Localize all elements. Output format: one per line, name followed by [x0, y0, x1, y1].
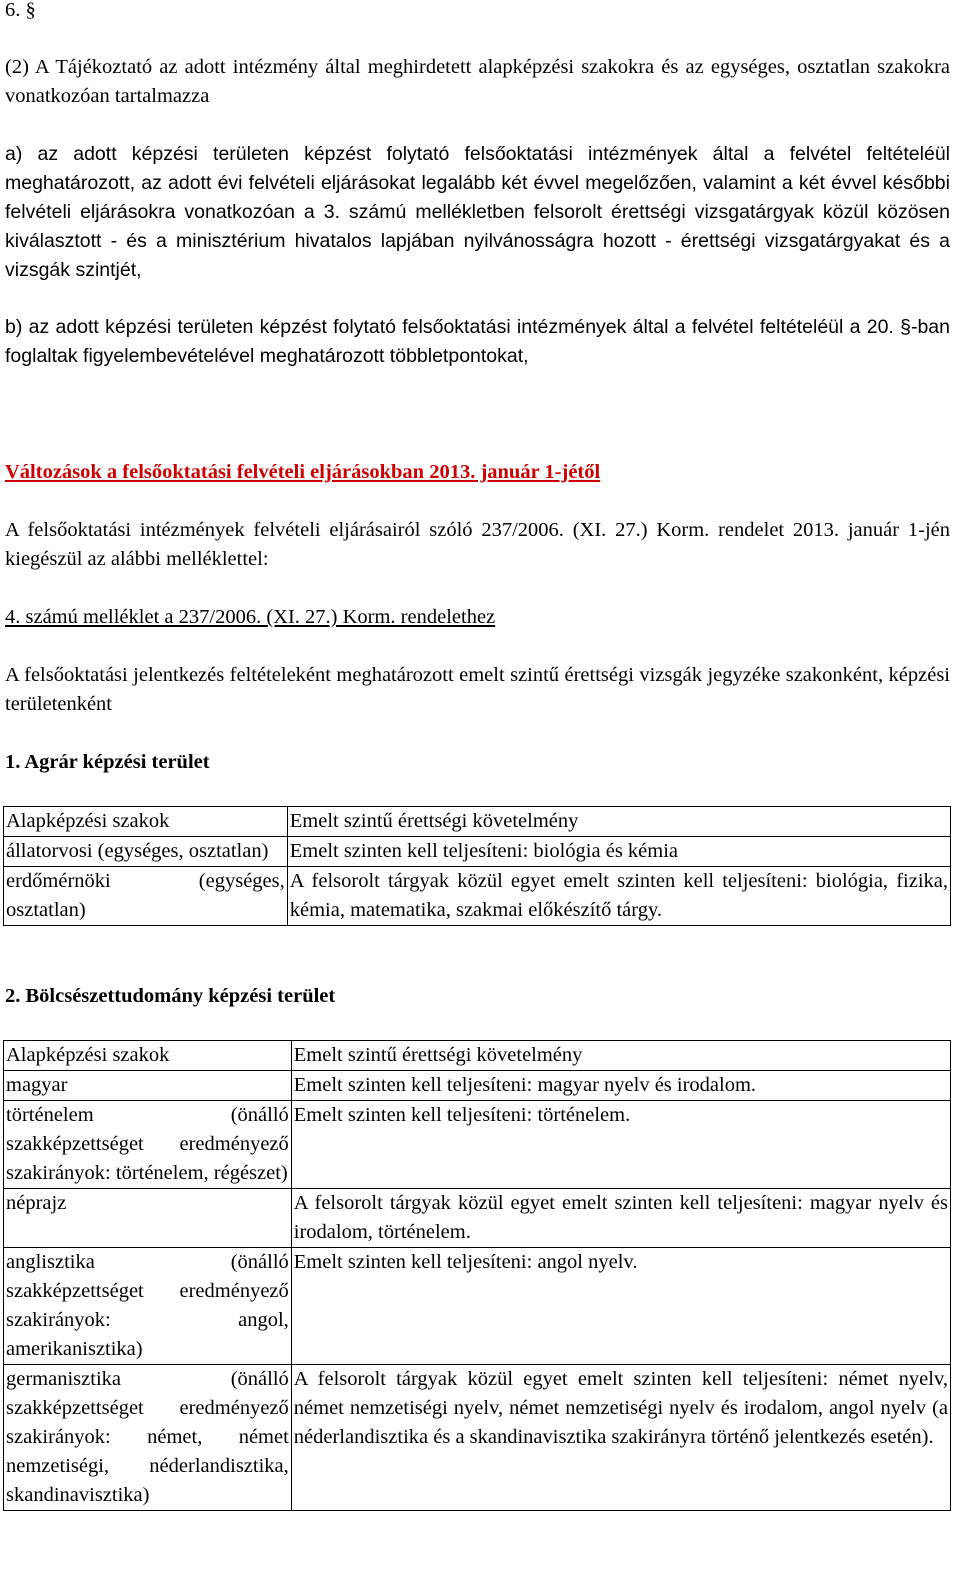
table-cell-requirement: Emelt szinten kell teljesíteni: történelem. [291, 1101, 950, 1189]
paragraph-2-intro: (2) A Tájékoztató az adott intézmény által meghirdetett alapképzési szakokra és az egységes, osztatlan szakokra vonatkozóan tartalmazza [5, 56, 950, 107]
changes-title: Változások a felsőoktatási felvételi eljárásokban 2013. január 1-jétől [5, 461, 601, 483]
section-1-heading: 1. Agrár képzési terület [5, 751, 210, 773]
table-header-row [4, 1041, 951, 1071]
table-cell-major: erdőmérnöki (egységes, osztatlan) [4, 867, 288, 926]
table-header-cell: Alapképzési szakok [4, 807, 288, 837]
table-header-cell: Emelt szintű érettségi követelmény [287, 807, 950, 837]
section-2-heading: 2. Bölcsészettudomány képzési terület [5, 985, 336, 1007]
table-row [4, 867, 951, 926]
table-cell-major: magyar [4, 1071, 292, 1101]
table-cell-requirement: Emelt szinten kell teljesíteni: angol nyelv. [291, 1248, 950, 1365]
table-row [4, 1071, 951, 1101]
table-cell-requirement: Emelt szinten kell teljesíteni: biológia és kémia [287, 837, 950, 867]
bolcseszet-table [3, 1040, 951, 1511]
changes-text: A felsőoktatási intézmények felvételi eljárásairól szóló 237/2006. (XI. 27.) Korm. rendelet 2013. január 1-jén kiegészül az alábbi melléklettel: [5, 519, 950, 570]
table-cell-requirement: A felsorolt tárgyak közül egyet emelt szinten kell teljesíteni: biológia, fizika, kémia, matematika, szakmai előkészítő tárgy. [287, 867, 950, 926]
table-header-cell: Emelt szintű érettségi követelmény [291, 1041, 950, 1071]
table-cell-requirement: A felsorolt tárgyak közül egyet emelt szinten kell teljesíteni: német nyelv, német nemzetiségi nyelv, német nemzetiségi nyelv és irodalom, angol nyelv (a néderlandisztika és a skandinavisztika szakirányra történő jelentkezés esetén). [291, 1365, 950, 1511]
annex-title: 4. számú melléklet a 237/2006. (XI. 27.) Korm. rendelethez [5, 606, 496, 628]
table-cell-major: anglisztika (önálló szakképzettséget eredményező szakirányok: angol, amerikanisztika) [4, 1248, 292, 1365]
table-cell-requirement: Emelt szinten kell teljesíteni: magyar nyelv és irodalom. [291, 1071, 950, 1101]
table-header-cell: Alapképzési szakok [4, 1041, 292, 1071]
table-row [4, 1248, 951, 1365]
paragraph-item-a: a) az adott képzési területen képzést folytató felsőoktatási intézmények által a felvétel feltételéül meghatározott, az adott évi felvételi eljárásokat legalább két évvel megelőzően, valamint a két évvel későbbi felvételi eljárásokra vonatkozóan a 3. számú mellékletben felsorolt érettségi vizsgatárgyak közül közösen kiválasztott - és a minisztérium hivatalos lapjában nyilvánosságra hozott - érettségi vizsgatárgyakat és a vizsgák szintjét, [5, 143, 950, 281]
table-row [4, 1101, 951, 1189]
table-cell-major: germanisztika (önálló szakképzettséget eredményező szakirányok: német, német nemzetiségi, néderlandisztika, skandinavisztika) [4, 1365, 292, 1511]
table-cell-major: történelem (önálló szakképzettséget eredményező szakirányok: történelem, régészet) [4, 1101, 292, 1189]
table-header-row [4, 807, 951, 837]
annex-description: A felsőoktatási jelentkezés feltételeként meghatározott emelt szintű érettségi vizsgák jegyzéke szakonként, képzési területenként [5, 664, 950, 715]
table-row [4, 1365, 951, 1511]
table-row [4, 837, 951, 867]
table-cell-requirement: A felsorolt tárgyak közül egyet emelt szinten kell teljesíteni: magyar nyelv és irodalom, történelem. [291, 1189, 950, 1248]
section-mark: 6. § [5, 0, 36, 21]
agrar-table [3, 806, 951, 926]
table-cell-major: állatorvosi (egységes, osztatlan) [4, 837, 288, 867]
paragraph-item-b: b) az adott képzési területen képzést folytató felsőoktatási intézmények által a felvétel feltételéül a 20. §-ban foglaltak figyelembevételével meghatározott többletpontokat, [5, 316, 950, 367]
table-row [4, 1189, 951, 1248]
table-cell-major: néprajz [4, 1189, 292, 1248]
